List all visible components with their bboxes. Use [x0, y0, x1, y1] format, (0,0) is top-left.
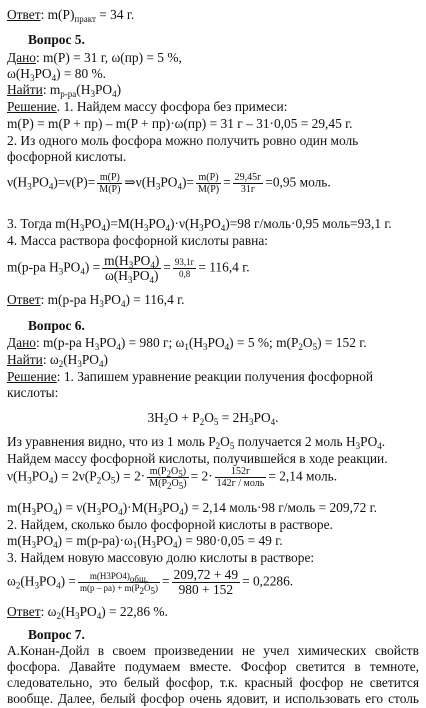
q6-solution-1: Решение: 1. Запишем уравнение реакции получения фосфорной — [7, 369, 374, 384]
q6-solution-3: Из уравнения видно, что из 1 моль $P_2O_5$ получается 2 моль $H_3PO_4$. — [7, 434, 386, 451]
q7-paragraph-line-1: А.Конан-Дойл в своем произведении не учел химических свойств — [7, 643, 419, 658]
q6-solution-6: 2. Найдем, сколько было фосфорной кислоты в растворе. — [7, 517, 333, 532]
q6-formula-2: $\omega_2(H_3PO_4)$ = $\frac{m(H3PO4)_{общ.}}{m(р - ра) + m(P_2O_5)}$ = $\frac{209,72 + 49}{980 + 152}$ = 0,2286. — [7, 567, 294, 597]
q5-given: Дано: m(P) = 31 г, ω(пр) = 5 %, — [7, 50, 182, 65]
q5-formula-1: $\nu(H_3PO_4)=\nu(P)=$ $\frac{m(P)}{M(P)}$ $\Rightarrow\nu(H_3PO_4)=$ $\frac{m(P)}{M(P)}$ = $\frac{29,45г}{31г}$ =0,95 моль. — [7, 172, 331, 195]
q5-solution-5: 3. Тогда $m(H_3PO_4)=M(H_3PO_4)\cdot\nu(H_3PO_4)=98$ г/моль·0,95 моль=93,1 г. — [7, 216, 392, 233]
q6-find: Найти: $\omega_2(H_3PO_4)$ — [7, 352, 108, 369]
q7-paragraph-line-2: фосфора. Давайте подумаем вместе. Фосфор светится в темноте, — [7, 659, 419, 674]
q6-solution-2: кислоты: — [7, 385, 59, 400]
q6-given: Дано: m(р-ра $H_3PO_4) = 980$ г; $\omega_1(H_3PO_4) = 5$ %; $m(P_2O_5) = 152$ г. — [7, 335, 367, 352]
question-7-title: Вопрос 7. — [28, 627, 85, 642]
q5-solution-4: фосфорной кислоты. — [7, 149, 127, 164]
q6-solution-7: $m(H_3PO_4) = m(р-ра)\cdot\omega_1(H_3PO_4) = 980\cdot 0,05 = 49$ г. — [7, 533, 283, 550]
previous-answer: Ответ: $m(P)_{практ} = 34$ г. — [7, 7, 135, 24]
q7-paragraph-line-4: вообще. Далее, белый фосфор очень ядовит, и использовать его столь — [7, 691, 419, 706]
q6-solution-4: Найдем массу фосфорной кислоты, получившейся в ходе реакции. — [7, 451, 388, 466]
q5-answer: Ответ: m(р-ра $H_3PO_4) = 116,4$ г. — [7, 292, 185, 309]
q6-solution-8: 3. Найдем новую массовую долю кислоты в растворе: — [7, 550, 315, 565]
question-6-title: Вопрос 6. — [28, 318, 85, 333]
q5-solution-2: m(P) = m(P + пр) – m(P + пр)·ω(пр) = 31 г – 31·0,05 = 29,45 г. — [7, 116, 353, 131]
q5-solution-6: 4. Масса раствора фосфорной кислоты равна: — [7, 233, 268, 248]
q6-answer: Ответ: $\omega_2(H_3PO_4) = 22,86$ %. — [7, 604, 168, 621]
q6-formula-1: $\nu(H_3PO_4) = 2\nu(P_2O_5) = 2\cdot$ $\frac{m(P_2O_5)}{M(P_2O_5)}$ = 2· $\frac{152г}{\text{142г / моль}}$ = 2,14 моль. — [7, 466, 338, 491]
question-5-title: Вопрос 5. — [28, 32, 85, 47]
q5-find: Найти: $m_{р-ра}(H_3PO_4)$ — [7, 82, 122, 99]
q6-equation: $3H_2O + P_2O_5 = 2H_3PO_4$. — [147, 410, 279, 427]
q5-solution-3: 2. Из одного моль фосфора можно получить ровно один моль — [7, 133, 359, 148]
q6-solution-5: $m(H_3PO_4) = \nu(H_3PO_4)\cdot M(H_3PO_4) = 2,14$ моль·98 г/моль = 209,72 г. — [7, 500, 377, 517]
q5-given-2: $\omega(H_3PO_4) = 80$ %. — [7, 66, 107, 83]
q5-formula-2: m(р-ра $H_3PO_4$) = $\frac{m(H_3PO_4)}{\omega(H_3PO_4)}$ = $\frac{93,1г}{0,8}$ = 116,4 г. — [7, 253, 250, 285]
q7-paragraph-line-3: следовательно, это белый фосфор, т.к. красный фосфор не светится — [7, 675, 419, 690]
q5-solution-1: Решение. 1. Найдем массу фосфора без примеси: — [7, 99, 288, 114]
